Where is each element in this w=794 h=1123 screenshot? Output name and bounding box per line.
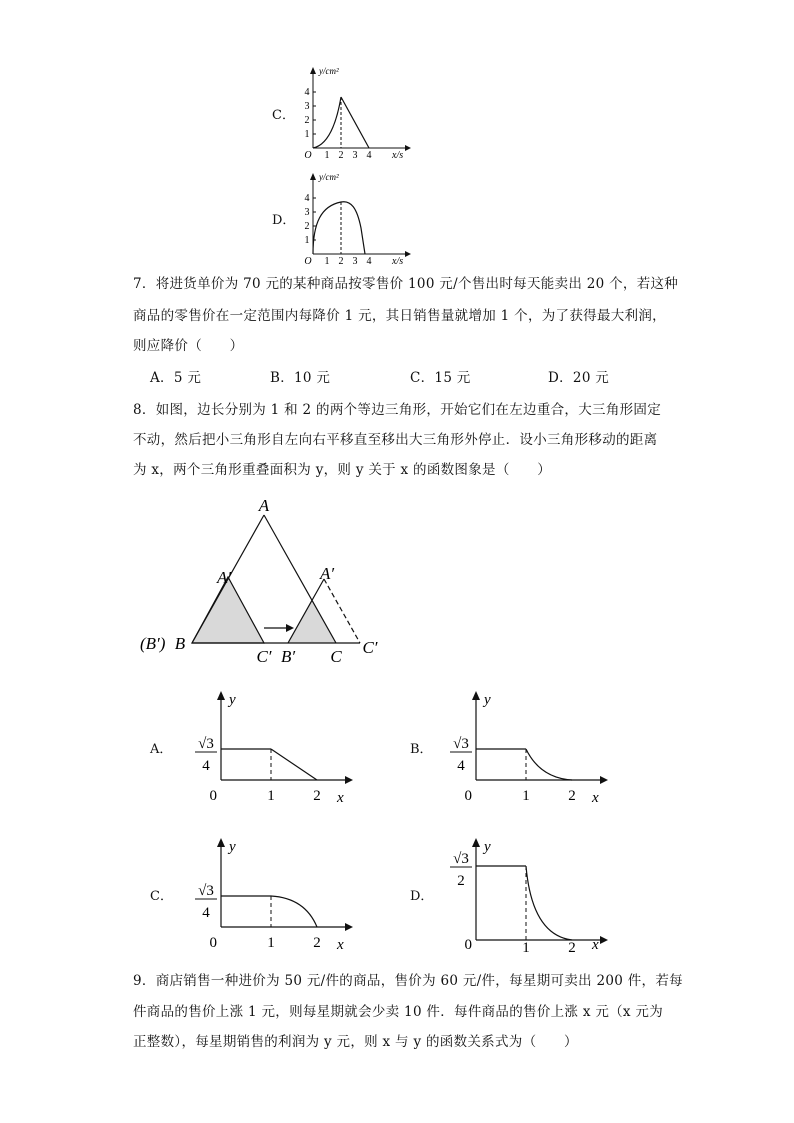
x-tick: 2 <box>568 788 576 804</box>
q8-option-d-graph <box>440 835 615 955</box>
x-tick: 4 <box>366 150 372 160</box>
x-tick: 2 <box>313 935 321 951</box>
q9-line-2: 件商品的售价上涨 1 元，则每星期就会少卖 10 件．每件商品的售价上涨 x 元（x 元为 <box>133 1004 664 1020</box>
q8-option-d-label: D． <box>410 889 434 904</box>
y-axis-label: y <box>484 692 491 708</box>
y-tick: 3 <box>304 207 310 218</box>
origin: O <box>304 256 312 266</box>
x-tick: 4 <box>366 256 372 266</box>
label-c-prime: C′ <box>256 647 272 665</box>
label-b-prime-paren: (B′) <box>140 634 166 653</box>
x-tick: 3 <box>352 256 358 266</box>
q7-option-a: A．5 元 <box>150 370 202 386</box>
q8-option-b-label: B． <box>410 742 433 757</box>
y-unit: y/cm² <box>319 172 339 182</box>
x-tick: 1 <box>267 788 275 804</box>
x-axis-label: x <box>337 937 344 953</box>
q7-option-d: D．20 元 <box>548 370 610 386</box>
q6-option-d-label: D． <box>272 213 296 228</box>
q8-option-a-graph <box>185 688 360 808</box>
origin: 0 <box>209 788 217 804</box>
x-tick: 1 <box>267 935 275 951</box>
x-unit: x/s <box>392 150 404 160</box>
q7-line-2: 商品的零售价在一定范围内每降价 1 元，其日销售量就增加 1 个，为了获得最大利润， <box>133 308 666 324</box>
x-tick: 1 <box>324 256 330 266</box>
y-value-numerator: √3 <box>453 851 469 867</box>
origin: 0 <box>209 935 217 951</box>
x-tick: 3 <box>352 150 358 160</box>
y-tick: 1 <box>304 235 310 246</box>
y-tick: 1 <box>304 129 310 140</box>
q8-line-1: 8．如图，边长分别为 1 和 2 的两个等边三角形，开始它们在左边重合，大三角形固定 <box>133 402 662 418</box>
y-tick: 4 <box>304 87 310 98</box>
q7-line-1: 7．将进货单价为 70 元的某种商品按零售价 100 元/个售出时每天能卖出 20 个，若这种 <box>133 276 679 292</box>
y-value-numerator: √3 <box>198 736 214 752</box>
x-tick: 1 <box>522 788 530 804</box>
y-axis-label: y <box>229 692 236 708</box>
q8-option-c-label: C． <box>150 889 173 904</box>
origin: 0 <box>464 937 472 953</box>
label-b-prime: B′ <box>280 647 296 665</box>
y-value-denominator: 4 <box>202 905 210 921</box>
y-unit: y/cm² <box>319 66 339 76</box>
y-axis-label: y <box>484 839 491 855</box>
q9-line-1: 9．商店销售一种进价为 50 元/件的商品，售价为 60 元/件，每星期可卖出 200 件，若每 <box>133 973 683 989</box>
y-value-numerator: √3 <box>198 883 214 899</box>
x-axis-label: x <box>592 790 599 806</box>
y-tick: 4 <box>304 193 310 204</box>
q8-option-c-graph <box>185 835 360 955</box>
origin: O <box>304 150 312 160</box>
x-axis-label: x <box>337 790 344 806</box>
q7-option-c: C．15 元 <box>410 370 471 386</box>
x-axis-label: x <box>592 937 599 953</box>
y-tick: 2 <box>304 115 310 126</box>
x-tick: 2 <box>313 788 321 804</box>
y-value-numerator: √3 <box>453 736 469 752</box>
y-tick: 3 <box>304 101 310 112</box>
q8-line-3: 为 x，两个三角形重叠面积为 y，则 y 关于 x 的函数图象是（ ） <box>133 462 552 478</box>
x-unit: x/s <box>392 256 404 266</box>
y-axis-label: y <box>229 839 236 855</box>
x-tick: 2 <box>338 150 344 160</box>
q9-line-3: 正整数），每星期销售的利润为 y 元，则 x 与 y 的函数关系式为（ ） <box>133 1034 578 1050</box>
label-b: B <box>174 634 186 653</box>
x-tick: 1 <box>522 940 530 955</box>
q7-line-3: 则应降价（ ） <box>133 338 244 354</box>
y-tick: 2 <box>304 221 310 232</box>
q8-line-2: 不动，然后把小三角形自左向右平移直至移出大三角形外停止．设小三角形移动的距离 <box>133 432 658 448</box>
origin: 0 <box>464 788 472 804</box>
y-value-denominator: 2 <box>457 873 465 889</box>
label-c-prime: C′ <box>362 638 378 657</box>
y-value-denominator: 4 <box>457 758 465 774</box>
q6-option-d-graph <box>295 168 420 266</box>
x-tick: 2 <box>568 940 576 955</box>
label-a-prime: A′ <box>216 568 232 587</box>
q6-option-c-graph <box>295 62 420 160</box>
q8-option-b-graph <box>440 688 615 808</box>
q8-triangle-figure <box>130 495 400 665</box>
q7-option-b: B．10 元 <box>270 370 331 386</box>
x-tick: 1 <box>324 150 330 160</box>
label-c: C <box>330 647 342 665</box>
label-a-prime: A′ <box>319 564 335 583</box>
y-value-denominator: 4 <box>202 758 210 774</box>
x-tick: 2 <box>338 256 344 266</box>
label-a: A <box>258 496 270 515</box>
q6-option-c-label: C． <box>272 108 295 123</box>
q8-option-a-label: A． <box>150 742 173 757</box>
